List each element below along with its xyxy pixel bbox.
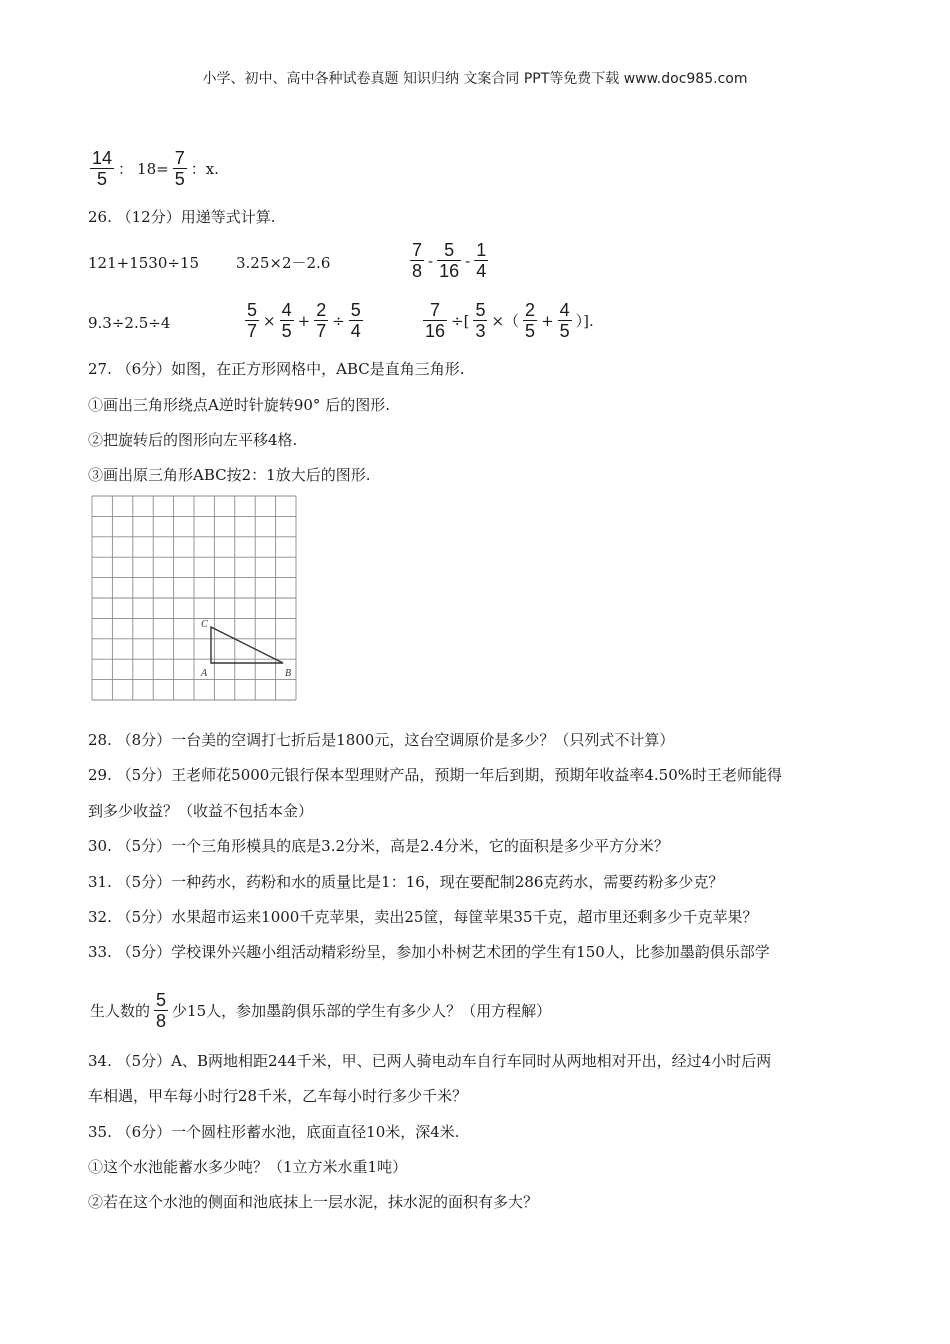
- q33-line-2: 生人数的 $\frac{5}{8}$ 少15人，参加墨韵俱乐部的学生有多少人？（用方程解）: [90, 990, 552, 1031]
- fraction: $\frac{5}{4}$: [350, 300, 361, 341]
- q27-step-2: ②把旋转后的图形向左平移4格.: [88, 431, 298, 449]
- fraction: $\frac{4}{5}$: [559, 300, 570, 341]
- q26-expr-5: $\frac{5}{7}$ × $\frac{4}{5}$ + $\frac{2}{7}$ ÷ $\frac{5}{4}$: [247, 300, 361, 341]
- q34-line-2: 车相遇，甲车每小时行28千米，乙车每小时行多少千米？: [88, 1087, 468, 1105]
- q26-expr-2: 3.25×2－2.6: [236, 254, 331, 272]
- q32-text: 32. （5分）水果超市运来1000千克苹果，卖出25筐，每筐苹果35千克，超市里还剩多少千克苹果？: [88, 908, 758, 926]
- square-grid-figure: [90, 494, 302, 708]
- q31-text: 31. （5分）一种药水，药粉和水的质量比是1：16，现在要配制286克药水，需要药粉多少克？: [88, 873, 724, 891]
- fraction: $\frac{5}{3}$: [475, 300, 486, 341]
- fraction: $\frac{5}{16}$: [439, 240, 460, 281]
- q29-line-1: 29. （5分）王老师花5000元银行保本型理财产品，预期一年后到期，预期年收益率4.50%时王老师能得: [88, 766, 782, 784]
- page-header: 小学、初中、高中各种试卷真题 知识归纳 文案合同 PPT等免费下载 www.doc985.com: [202, 71, 748, 87]
- q27-step-1: ①画出三角形绕点A逆时针旋转90° 后的图形.: [88, 396, 390, 414]
- q26-expr-4: 9.3÷2.5÷4: [88, 314, 171, 332]
- point-a-label: A: [201, 668, 208, 679]
- fraction: $\frac{2}{7}$: [316, 300, 327, 341]
- q30-text: 30. （5分）一个三角形模具的底是3.2分米，高是2.4分米，它的面积是多少平方分米？: [88, 837, 669, 855]
- point-b-label: B: [285, 668, 292, 679]
- fraction: $\frac{1}{4}$: [476, 240, 487, 281]
- q35-step-2: ②若在这个水池的侧面和池底抹上一层水泥，抹水泥的面积有多大？: [88, 1193, 539, 1211]
- grid-svg: [90, 494, 302, 704]
- fraction: $\frac{5}{8}$: [156, 990, 167, 1031]
- q25-proportion: $\frac{14}{5}$ ： 18= $\frac{7}{5}$ ：x.: [92, 148, 219, 189]
- fraction: $\frac{14}{5}$: [92, 148, 113, 189]
- fraction: $\frac{2}{5}$: [525, 300, 536, 341]
- triangle-abc: [211, 627, 283, 663]
- q35-step-1: ①这个水池能蓄水多少吨？（1立方米水重1吨）: [88, 1158, 408, 1176]
- q26-expr-6: $\frac{7}{16}$ ÷[ $\frac{5}{3}$ ×（ $\frac{2}{5}$ + $\frac{4}{5}$ ）].: [425, 300, 594, 341]
- q27-step-3: ③画出原三角形ABC按2：1放大后的图形.: [88, 466, 371, 484]
- fraction: $\frac{4}{5}$: [281, 300, 292, 341]
- triangle-shape: [211, 627, 283, 663]
- fraction: $\frac{7}{16}$: [425, 300, 446, 341]
- fraction: $\frac{7}{8}$: [412, 240, 423, 281]
- fraction: $\frac{7}{5}$: [174, 148, 185, 189]
- q27-title: 27. （6分）如图，在正方形网格中，ABC是直角三角形.: [88, 360, 465, 378]
- q34-line-1: 34. （5分）A、B两地相距244千米，甲、已两人骑电动车自行车同时从两地相对开出，经过4小时后两: [88, 1052, 772, 1070]
- q33-line-1: 33. （5分）学校课外兴趣小组活动精彩纷呈，参加小朴树艺术团的学生有150人，比参加墨韵俱乐部学: [88, 943, 770, 961]
- q26-title: 26. （12分）用递等式计算.: [88, 208, 276, 226]
- q26-expr-3: $\frac{7}{8}$ - $\frac{5}{16}$ - $\frac{1}{4}$: [412, 240, 487, 281]
- q35-title: 35. （6分）一个圆柱形蓄水池，底面直径10米，深4米.: [88, 1123, 460, 1141]
- q29-line-2: 到多少收益？（收益不包括本金）: [88, 802, 314, 820]
- q26-expr-1: 121+1530÷15: [88, 254, 200, 272]
- point-c-label: C: [201, 619, 208, 630]
- q28-text: 28. （8分）一台美的空调打七折后是1800元，这台空调原价是多少？（只列式不计算）: [88, 731, 675, 749]
- fraction: $\frac{5}{7}$: [247, 300, 258, 341]
